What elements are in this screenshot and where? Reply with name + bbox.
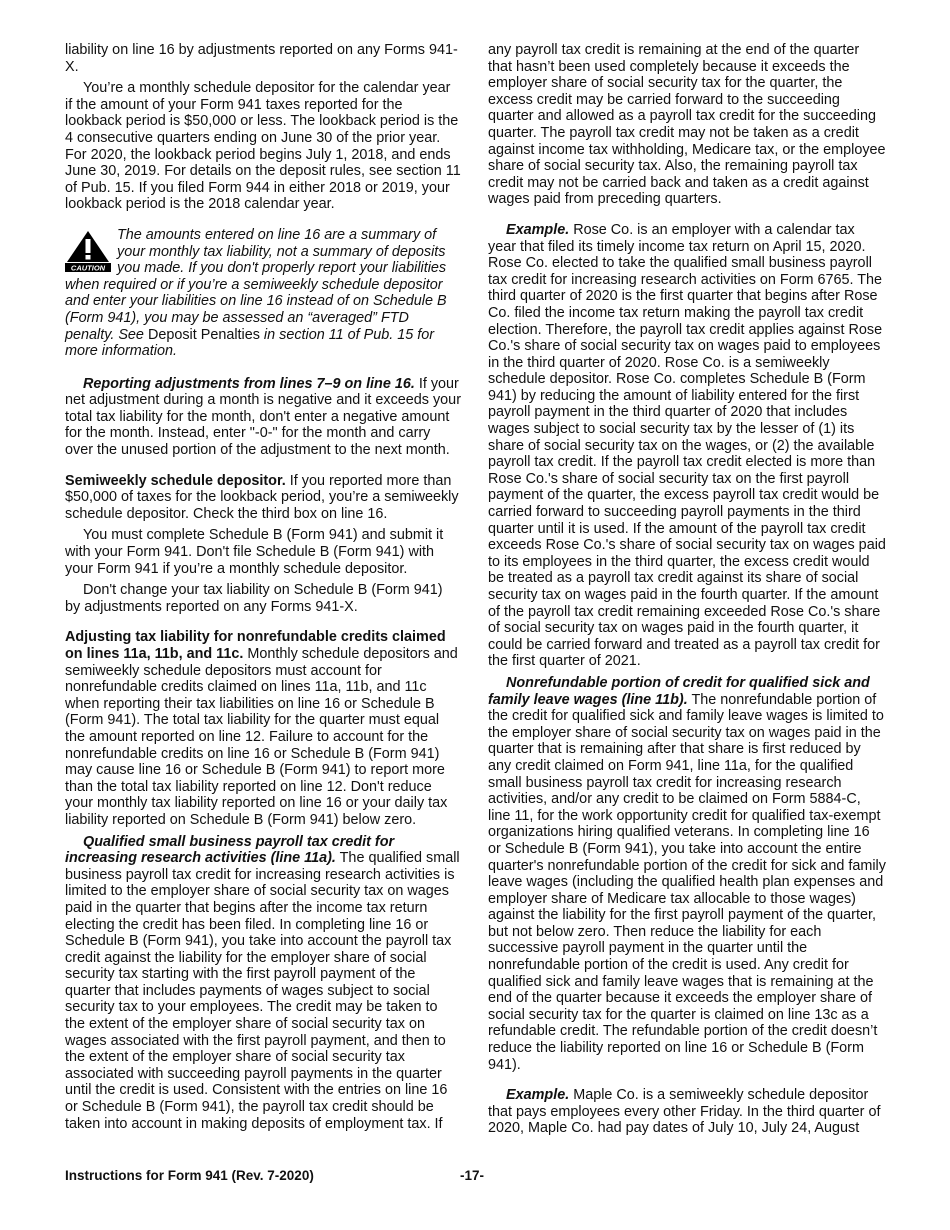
page-number: -17- <box>460 1168 485 1183</box>
caution-link-text: Deposit Penalties <box>147 326 260 343</box>
caution-note <box>65 227 461 360</box>
run-in-heading: Example. <box>506 1087 570 1104</box>
caution-text: The amounts entered on line 16 are a summary of your monthly tax liability, not a summary of deposits you made. If you don't properly report your liabilities when required or if you’re a semiweekly schedule depositor and enter your liabilities on line 16 instead of on Schedule B (Form 941), you may be assessed an “averaged” FTD penalty. See <box>65 226 447 343</box>
paragraph: Example. Maple Co. is a semiweekly schedule depositor that pays employees every other Friday. In the third quarter of 2020, Maple Co. had pay dates of July 10, July 24, August <box>488 1087 881 1137</box>
run-in-heading: Adjusting tax liability for nonrefundable credits claimed on lines 11a, 11b, and 11c. <box>65 629 446 662</box>
paragraph: liability on line 16 by adjustments reported on any Forms 941-X. <box>65 42 458 75</box>
paragraph: Qualified small business payroll tax credit for increasing research activities (line 11a). The qualified small business payroll tax credit for increasing research activities is limited to the employer share of social security tax on wages paid in the quarter that begins after the income tax return electing the credit has been filed. In completing line 16 or Schedule B (Form 941), you take into account the payroll tax credit against the liability for the employer share of social security tax starting with the first payroll payment of the quarter that includes payments of wages subject to social security tax to your employees. The credit may be taken to the extent of the employer share of social security tax on wages associated with the first payroll payment, and then to the extent of the employer share of social security tax associated with succeeding payroll payments in the quarter until the credit is used. Consistent with the entries on line 16 or Schedule B (Form 941), the payroll tax credit should be taken into account in making deposits of employment tax. If <box>65 833 460 1132</box>
paragraph: You must complete Schedule B (Form 941) and submit it with your Form 941. Don't file Schedule B (Form 941) with your Form 941 if you’re a monthly schedule depositor. <box>65 527 444 577</box>
run-in-heading: Reporting adjustments from lines 7–9 on line 16. <box>83 375 415 392</box>
caution-text-end: in section 11 of Pub. 15 for more information. <box>65 326 435 360</box>
right-column <box>488 42 886 1142</box>
paragraph: Reporting adjustments from lines 7–9 on line 16. If your net adjustment during a month is negative and it exceeds your total tax liability for the month, don't enter a negative amount for the month. Instead, enter "-0-" for the month and carry over the unused portion of the adjustment to the next month. <box>65 375 461 459</box>
footer-title: Instructions for Form 941 (Rev. 7-2020) <box>65 1168 314 1183</box>
left-column <box>65 42 461 1137</box>
run-in-heading: Nonrefundable portion of credit for qualified sick and family leave wages (line 11b). <box>488 674 870 708</box>
caution-icon <box>65 230 111 272</box>
paragraph: Nonrefundable portion of credit for qualified sick and family leave wages (line 11b). The nonrefundable portion of the credit for qualified sick and family leave wages is limited to the employer share of social security tax on wages paid in the quarter that is remaining after that share is first reduced by any credit claimed on Form 941, line 11a, for the qualified small business payroll tax credit for increasing research activities, and/or any credit to be claimed on Form 5884-C, line 11, for the work opportunity credit for qualified tax-exempt organizations hiring qualified veterans. In completing line 16 or Schedule B (Form 941), you take into account the entire quarter's nonrefundable portion of the credit for sick and family leave wages (including the qualified health plan expenses and employer share of Medicare tax allocable to those wages) against the liability for the first payroll payment of the quarter, but not below zero. Then reduce the liability for each successive payroll payment in the quarter until the nonrefundable portion of the credit is used. Any credit for qualified sick and family leave wages that is remaining at the end of the quarter because it exceeds the employer share of social security tax for the quarter is claimed on line 13c as a refundable credit. The refundable portion of the credit doesn’t reduce the liability reported on line 16 or Schedule B (Form 941). <box>488 674 886 1073</box>
run-in-heading: Qualified small business payroll tax credit for increasing research activities (line 11a). <box>65 833 395 867</box>
paragraph: Don't change your tax liability on Schedule B (Form 941) by adjustments reported on any Forms 941-X. <box>65 582 443 615</box>
paragraph: Example. Rose Co. is an employer with a calendar tax year that filed its timely income tax return on April 15, 2020. Rose Co. elected to take the qualified small business payroll tax credit for increasing research activities on Form 6765. The third quarter of 2020 is the first quarter that begins after Rose Co. filed the income tax return making the payroll tax credit election. Therefore, the payroll tax credit applies against Rose Co.'s share of social security tax on wages paid to employees in the third quarter of 2020. Rose Co. is a semiweekly schedule depositor. Rose Co. completes Schedule B (Form 941) by reducing the amount of liability entered for the first payroll payment in the third quarter of 2020 that includes wages subject to social security tax by the lesser of (1) its share of social security tax on the wages, or (2) the available payroll tax credit. If the payroll tax credit elected is more than Rose Co.'s share of social security tax on the first payroll payment of the quarter, the excess payroll tax credit would be carried forward to succeeding payroll payments in the third quarter until it is used. If the amount of the payroll tax credit exceeds Rose Co.'s share of social security tax on wages paid to its employees in the third quarter, the excess credit would be treated as a payroll tax credit against its share of social security tax on wages paid in the fourth quarter. If the amount of the payroll tax credit remaining exceeded Rose Co.'s share of social security tax on wages paid in the fourth quarter, it could be carried forward and treated as a payroll tax credit for the first quarter of 2021. <box>488 221 886 670</box>
paragraph: any payroll tax credit is remaining at the end of the quarter that hasn’t been used completely because it exceeds the employer share of social security tax for the quarter, the excess credit may be carried forward to the succeeding quarter and allowed as a payroll tax credit for the succeeding quarter. The payroll tax credit may not be taken as a credit against income tax withholding, Medicare tax, or the employee share of social security tax. Also, the remaining payroll tax credit may not be carried back and taken as a credit against wages paid from preceding quarters. <box>488 42 886 208</box>
svg-text:CAUTION: CAUTION <box>70 263 106 272</box>
run-in-heading: Semiweekly schedule depositor. <box>65 472 286 489</box>
paragraph: Semiweekly schedule depositor. If you reported more than $50,000 of taxes for the lookback period, you’re a semiweekly schedule depositor. Check the third box on line 16. <box>65 472 459 522</box>
paragraph: You’re a monthly schedule depositor for the calendar year if the amount of your Form 941 taxes reported for the lookback period is $50,000 or less. The lookback period is the 4 consecutive quarters ending on June 30 of the prior year. For 2020, the lookback period begins July 1, 2018, and ends June 30, 2019. For details on the deposit rules, see section 11 of Pub. 15. If you filed Form 944 in either 2018 or 2019, your lookback period is the 2018 calendar year. <box>65 80 461 213</box>
run-in-heading: Example. <box>506 221 570 238</box>
paragraph: Adjusting tax liability for nonrefundable credits claimed on lines 11a, 11b, and 11c. Monthly schedule depositors and semiweekly schedule depositors must account for nonrefundable credits claimed on lines 11a, 11b, and 11c when reporting their tax liabilities on line 16 or Schedule B (Form 941). The total tax liability for the quarter must equal the amount reported on line 12. Failure to account for the nonrefundable credits on line 16 or Schedule B (Form 941) may cause line 16 or Schedule B (Form 941) to report more than the total tax liability reported on line 12. Don't reduce your monthly tax liability reported on line 16 or your daily tax liability reported on Schedule B (Form 941) below zero. <box>65 629 458 828</box>
